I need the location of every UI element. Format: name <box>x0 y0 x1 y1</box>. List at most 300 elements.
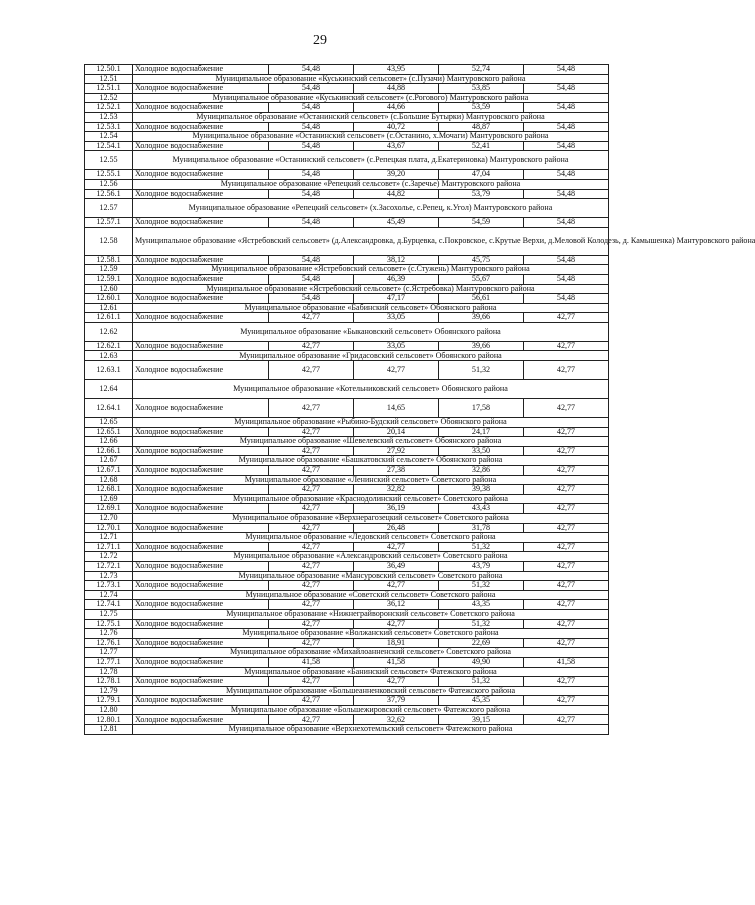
section-row <box>85 227 609 255</box>
tariff-value-1: 42,77 <box>269 504 354 514</box>
tariff-value-4: 41,58 <box>524 657 609 667</box>
tariff-value-4: 42,77 <box>524 361 609 380</box>
section-row <box>85 380 609 399</box>
tariff-value-1: 42,77 <box>269 715 354 725</box>
municipality-title: Муниципальное образование «Советский сельсовет» Советского района <box>133 590 609 600</box>
table-row <box>85 466 609 476</box>
table-row <box>85 84 609 94</box>
section-row <box>85 418 609 428</box>
municipality-title: Муниципальное образование «Александровский сельсовет» Советского района <box>133 552 609 562</box>
municipality-title: Муниципальное образование «Шевелевский сельсовет» Обоянского района <box>133 437 609 447</box>
tariff-value-3: 52,74 <box>439 65 524 75</box>
tariff-value-3: 39,66 <box>439 313 524 323</box>
municipality-title: Муниципальное образование «Михайлоанненский сельсовет» Советского района <box>133 648 609 658</box>
row-number: 12.60 <box>85 284 133 294</box>
section-row <box>85 725 609 735</box>
section-row <box>85 590 609 600</box>
service-name: Холодное водоснабжение <box>133 361 269 380</box>
municipality-title: Муниципальное образование «Мансуровский сельсовет» Советского района <box>133 571 609 581</box>
tariff-value-4: 42,77 <box>524 542 609 552</box>
tariff-value-4: 54,48 <box>524 255 609 265</box>
row-number: 12.69.1 <box>85 504 133 514</box>
tariff-value-2: 42,77 <box>354 677 439 687</box>
tariff-value-1: 42,77 <box>269 561 354 571</box>
service-name: Холодное водоснабжение <box>133 294 269 304</box>
table-row <box>85 657 609 667</box>
section-row <box>85 475 609 485</box>
tariff-value-4: 42,77 <box>524 313 609 323</box>
tariff-value-3: 55,67 <box>439 274 524 284</box>
table-row <box>85 715 609 725</box>
tariff-value-4: 54,48 <box>524 218 609 228</box>
table-row <box>85 523 609 533</box>
tariff-value-1: 54,48 <box>269 255 354 265</box>
row-number: 12.52 <box>85 93 133 103</box>
section-row <box>85 112 609 122</box>
tariff-value-2: 41,58 <box>354 657 439 667</box>
tariff-value-1: 54,48 <box>269 141 354 151</box>
tariff-value-3: 24,17 <box>439 427 524 437</box>
service-name: Холодное водоснабжение <box>133 341 269 351</box>
section-row <box>85 552 609 562</box>
row-number: 12.80.1 <box>85 715 133 725</box>
tariff-value-2: 14,65 <box>354 399 439 418</box>
tariff-value-3: 49,90 <box>439 657 524 667</box>
tariff-value-1: 42,77 <box>269 619 354 629</box>
row-number: 12.70 <box>85 514 133 524</box>
tariff-value-2: 37,79 <box>354 696 439 706</box>
tariff-value-1: 42,77 <box>269 600 354 610</box>
row-number: 12.53.1 <box>85 122 133 132</box>
row-number: 12.58 <box>85 227 133 255</box>
row-number: 12.73 <box>85 571 133 581</box>
row-number: 12.58.1 <box>85 255 133 265</box>
tariff-value-4: 54,48 <box>524 294 609 304</box>
tariff-value-3: 39,66 <box>439 341 524 351</box>
tariff-value-3: 39,38 <box>439 485 524 495</box>
service-name: Холодное водоснабжение <box>133 485 269 495</box>
tariff-value-1: 42,77 <box>269 341 354 351</box>
service-name: Холодное водоснабжение <box>133 657 269 667</box>
table-row <box>85 399 609 418</box>
service-name: Холодное водоснабжение <box>133 141 269 151</box>
row-number: 12.51 <box>85 74 133 84</box>
section-row <box>85 351 609 361</box>
service-name: Холодное водоснабжение <box>133 466 269 476</box>
tariff-value-1: 42,77 <box>269 427 354 437</box>
municipality-title: Муниципальное образование «Большежировский сельсовет» Фатежского района <box>133 705 609 715</box>
table-row <box>85 65 609 75</box>
section-row <box>85 609 609 619</box>
table-row <box>85 170 609 180</box>
table-row <box>85 218 609 228</box>
tariff-value-1: 42,77 <box>269 696 354 706</box>
section-row <box>85 437 609 447</box>
tariff-value-2: 38,12 <box>354 255 439 265</box>
row-number: 12.76.1 <box>85 638 133 648</box>
section-row <box>85 322 609 341</box>
row-number: 12.67 <box>85 456 133 466</box>
tariff-value-3: 39,15 <box>439 715 524 725</box>
tariff-value-2: 42,77 <box>354 581 439 591</box>
service-name: Холодное водоснабжение <box>133 446 269 456</box>
row-number: 12.78.1 <box>85 677 133 687</box>
table-row <box>85 561 609 571</box>
row-number: 12.55 <box>85 151 133 170</box>
table-row <box>85 274 609 284</box>
row-number: 12.53 <box>85 112 133 122</box>
row-number: 12.59 <box>85 265 133 275</box>
row-number: 12.54 <box>85 132 133 142</box>
municipality-title: Муниципальное образование «Верхнехотемльский сельсовет» Фатежского района <box>133 725 609 735</box>
tariff-value-1: 42,77 <box>269 313 354 323</box>
row-number: 12.68 <box>85 475 133 485</box>
row-number: 12.64.1 <box>85 399 133 418</box>
tariff-value-1: 42,77 <box>269 638 354 648</box>
row-number: 12.66.1 <box>85 446 133 456</box>
tariff-value-4: 42,77 <box>524 677 609 687</box>
row-number: 12.56 <box>85 179 133 189</box>
row-number: 12.61 <box>85 303 133 313</box>
tariff-value-2: 44,88 <box>354 84 439 94</box>
row-number: 12.76 <box>85 629 133 639</box>
municipality-title: Муниципальное образование «Башкатовский сельсовет» Обоянского района <box>133 456 609 466</box>
tariff-value-4: 42,77 <box>524 619 609 629</box>
tariff-value-4: 54,48 <box>524 170 609 180</box>
tariff-value-2: 39,20 <box>354 170 439 180</box>
tariff-value-3: 31,78 <box>439 523 524 533</box>
service-name: Холодное водоснабжение <box>133 65 269 75</box>
table-row <box>85 446 609 456</box>
row-number: 12.72.1 <box>85 561 133 571</box>
tariff-value-4: 42,77 <box>524 446 609 456</box>
service-name: Холодное водоснабжение <box>133 561 269 571</box>
row-number: 12.79 <box>85 686 133 696</box>
service-name: Холодное водоснабжение <box>133 581 269 591</box>
tariff-value-1: 42,77 <box>269 581 354 591</box>
municipality-title: Муниципальное образование «Быкановский сельсовет» Обоянского района <box>133 322 609 341</box>
tariff-value-2: 46,39 <box>354 274 439 284</box>
tariff-value-2: 42,77 <box>354 361 439 380</box>
service-name: Холодное водоснабжение <box>133 122 269 132</box>
service-name: Холодное водоснабжение <box>133 218 269 228</box>
row-number: 12.65 <box>85 418 133 428</box>
row-number: 12.62 <box>85 322 133 341</box>
municipality-title: Муниципальное образование «Куськинский сельсовет» (с.Пузачи) Мантуровского района <box>133 74 609 84</box>
row-number: 12.70.1 <box>85 523 133 533</box>
municipality-title: Муниципальное образование «Останинский сельсовет» (с.Репецкая плата, д.Екатериновка) Мантуровского района <box>133 151 609 170</box>
tariff-value-4: 54,48 <box>524 122 609 132</box>
service-name: Холодное водоснабжение <box>133 715 269 725</box>
row-number: 12.59.1 <box>85 274 133 284</box>
service-name: Холодное водоснабжение <box>133 427 269 437</box>
row-number: 12.77.1 <box>85 657 133 667</box>
service-name: Холодное водоснабжение <box>133 619 269 629</box>
tariff-value-2: 27,92 <box>354 446 439 456</box>
tariff-value-3: 51,32 <box>439 542 524 552</box>
municipality-title: Муниципальное образование «Рыбино-Будский сельсовет» Обоянского района <box>133 418 609 428</box>
row-number: 12.81 <box>85 725 133 735</box>
tariff-value-2: 33,05 <box>354 341 439 351</box>
tariff-value-2: 36,12 <box>354 600 439 610</box>
table-row <box>85 313 609 323</box>
row-number: 12.64 <box>85 380 133 399</box>
municipality-title: Муниципальное образование «Бабинский сельсовет» Обоянского района <box>133 303 609 313</box>
row-number: 12.67.1 <box>85 466 133 476</box>
row-number: 12.69 <box>85 494 133 504</box>
section-row <box>85 265 609 275</box>
tariff-value-1: 41,58 <box>269 657 354 667</box>
service-name: Холодное водоснабжение <box>133 103 269 113</box>
row-number: 12.55.1 <box>85 170 133 180</box>
row-number: 12.77 <box>85 648 133 658</box>
tariff-value-1: 54,48 <box>269 274 354 284</box>
tariff-value-4: 54,48 <box>524 141 609 151</box>
table-row <box>85 294 609 304</box>
service-name: Холодное водоснабжение <box>133 696 269 706</box>
tariff-value-3: 53,79 <box>439 189 524 199</box>
row-number: 12.78 <box>85 667 133 677</box>
table-row <box>85 542 609 552</box>
section-row <box>85 132 609 142</box>
service-name: Холодное водоснабжение <box>133 313 269 323</box>
tariff-table-body <box>85 64 755 735</box>
municipality-title: Муниципальное образование «Куськинский сельсовет» (с.Рогового) Мантуровского района <box>133 93 609 103</box>
service-name: Холодное водоснабжение <box>133 638 269 648</box>
tariff-value-4: 42,77 <box>524 399 609 418</box>
tariff-value-4: 42,77 <box>524 638 609 648</box>
section-row <box>85 514 609 524</box>
tariff-value-2: 36,49 <box>354 561 439 571</box>
section-row <box>85 151 609 170</box>
tariff-value-2: 44,66 <box>354 103 439 113</box>
table-row <box>85 600 609 610</box>
municipality-title: Муниципальное образование «Большеанненковский сельсовет» Фатежского района <box>133 686 609 696</box>
municipality-title: Муниципальное образование «Котельниковский сельсовет» Обоянского района <box>133 380 609 399</box>
section-row <box>85 629 609 639</box>
row-number: 12.62.1 <box>85 341 133 351</box>
tariff-value-1: 42,77 <box>269 677 354 687</box>
row-number: 12.63.1 <box>85 361 133 380</box>
row-number: 12.74.1 <box>85 600 133 610</box>
section-row <box>85 74 609 84</box>
municipality-title: Муниципальное образование «Ястребовский сельсовет» (д.Александровка, д.Бурцевка, с.Покровское, с.Крутые Верхи, д.Меловой Колодезь, д. Камышенка) Мантуровского района <box>133 227 609 255</box>
table-row <box>85 122 609 132</box>
municipality-title: Муниципальное образование «Краснодолинский сельсовет» Советского района <box>133 494 609 504</box>
tariff-value-3: 43,79 <box>439 561 524 571</box>
section-row <box>85 199 609 218</box>
row-number: 12.63 <box>85 351 133 361</box>
tariff-value-3: 53,59 <box>439 103 524 113</box>
tariff-value-3: 56,61 <box>439 294 524 304</box>
table-row <box>85 189 609 199</box>
municipality-title: Муниципальное образование «Останинский сельсовет» (с.Останино, х.Мочаги) Мантуровского района <box>133 132 609 142</box>
section-row <box>85 667 609 677</box>
row-number: 12.56.1 <box>85 189 133 199</box>
tariff-value-2: 43,95 <box>354 65 439 75</box>
service-name: Холодное водоснабжение <box>133 274 269 284</box>
tariff-value-1: 42,77 <box>269 523 354 533</box>
tariff-value-2: 18,91 <box>354 638 439 648</box>
tariff-value-4: 42,77 <box>524 581 609 591</box>
row-number: 12.73.1 <box>85 581 133 591</box>
service-name: Холодное водоснабжение <box>133 677 269 687</box>
municipality-title: Муниципальное образование «Верхнерагозецкий сельсовет» Советского района <box>133 514 609 524</box>
tariff-value-4: 54,48 <box>524 274 609 284</box>
tariff-value-3: 33,50 <box>439 446 524 456</box>
tariff-value-3: 51,32 <box>439 677 524 687</box>
tariff-value-2: 36,19 <box>354 504 439 514</box>
row-number: 12.71 <box>85 533 133 543</box>
row-number: 12.52.1 <box>85 103 133 113</box>
service-name: Холодное водоснабжение <box>133 523 269 533</box>
tariff-value-3: 22,69 <box>439 638 524 648</box>
tariff-value-4: 42,77 <box>524 523 609 533</box>
tariff-value-1: 42,77 <box>269 542 354 552</box>
service-name: Холодное водоснабжение <box>133 600 269 610</box>
tariff-value-1: 54,48 <box>269 294 354 304</box>
tariff-value-4: 42,77 <box>524 341 609 351</box>
tariff-value-2: 32,62 <box>354 715 439 725</box>
tariff-value-3: 43,43 <box>439 504 524 514</box>
tariff-value-3: 45,75 <box>439 255 524 265</box>
tariff-value-3: 52,41 <box>439 141 524 151</box>
service-name: Холодное водоснабжение <box>133 504 269 514</box>
table-row <box>85 361 609 380</box>
tariff-value-4: 42,77 <box>524 715 609 725</box>
table-row <box>85 581 609 591</box>
tariff-value-2: 20,14 <box>354 427 439 437</box>
service-name: Холодное водоснабжение <box>133 399 269 418</box>
tariff-value-3: 53,85 <box>439 84 524 94</box>
tariff-value-1: 54,48 <box>269 65 354 75</box>
tariff-value-1: 42,77 <box>269 446 354 456</box>
tariff-value-3: 51,32 <box>439 619 524 629</box>
section-row <box>85 456 609 466</box>
row-number: 12.80 <box>85 705 133 715</box>
table-row <box>85 103 609 113</box>
section-row <box>85 571 609 581</box>
municipality-title: Муниципальное образование «Нижнеграйворонский сельсовет» Советского района <box>133 609 609 619</box>
row-number: 12.75.1 <box>85 619 133 629</box>
service-name: Холодное водоснабжение <box>133 542 269 552</box>
tariff-value-2: 26,48 <box>354 523 439 533</box>
row-number: 12.54.1 <box>85 141 133 151</box>
tariff-value-2: 42,77 <box>354 619 439 629</box>
table-row <box>85 485 609 495</box>
tariff-value-3: 54,59 <box>439 218 524 228</box>
municipality-title: Муниципальное образование «Банинский сельсовет» Фатежского района <box>133 667 609 677</box>
tariff-value-4: 42,77 <box>524 600 609 610</box>
tariff-table <box>84 64 755 735</box>
table-row <box>85 677 609 687</box>
table-row <box>85 341 609 351</box>
section-row <box>85 93 609 103</box>
row-number: 12.74 <box>85 590 133 600</box>
tariff-value-3: 51,32 <box>439 581 524 591</box>
tariff-value-1: 42,77 <box>269 399 354 418</box>
tariff-value-3: 45,35 <box>439 696 524 706</box>
row-number: 12.51.1 <box>85 84 133 94</box>
tariff-value-3: 43,35 <box>439 600 524 610</box>
municipality-title: Муниципальное образование «Репецкий сельсовет» (х.Засохолье, с.Репец, к.Угол) Мантуровского района <box>133 199 609 218</box>
row-number: 12.50.1 <box>85 65 133 75</box>
table-row <box>85 696 609 706</box>
service-name: Холодное водоснабжение <box>133 255 269 265</box>
municipality-title: Муниципальное образование «Ленинский сельсовет» Советского района <box>133 475 609 485</box>
tariff-value-2: 44,82 <box>354 189 439 199</box>
service-name: Холодное водоснабжение <box>133 170 269 180</box>
tariff-value-1: 42,77 <box>269 485 354 495</box>
tariff-value-2: 47,17 <box>354 294 439 304</box>
row-number: 12.68.1 <box>85 485 133 495</box>
tariff-value-3: 48,87 <box>439 122 524 132</box>
row-number: 12.72 <box>85 552 133 562</box>
tariff-value-2: 43,67 <box>354 141 439 151</box>
tariff-value-4: 54,48 <box>524 103 609 113</box>
row-number: 12.57 <box>85 199 133 218</box>
tariff-value-3: 51,32 <box>439 361 524 380</box>
row-number: 12.71.1 <box>85 542 133 552</box>
municipality-title: Муниципальное образование «Гридасовский сельсовет» Обоянского района <box>133 351 609 361</box>
tariff-value-1: 42,77 <box>269 466 354 476</box>
municipality-title: Муниципальное образование «Останинский сельсовет» (с.Большие Бутырки) Мантуровского района <box>133 112 609 122</box>
tariff-value-4: 42,77 <box>524 427 609 437</box>
tariff-value-2: 32,82 <box>354 485 439 495</box>
section-row <box>85 533 609 543</box>
row-number: 12.60.1 <box>85 294 133 304</box>
row-number: 12.66 <box>85 437 133 447</box>
row-number: 12.75 <box>85 609 133 619</box>
tariff-value-2: 27,38 <box>354 466 439 476</box>
tariff-value-2: 45,49 <box>354 218 439 228</box>
table-row <box>85 619 609 629</box>
municipality-title: Муниципальное образование «Ястребовский сельсовет» (с.Стужень) Мантуровского района <box>133 265 609 275</box>
section-row <box>85 284 609 294</box>
service-name: Холодное водоснабжение <box>133 84 269 94</box>
table-row <box>85 255 609 265</box>
tariff-value-4: 42,77 <box>524 696 609 706</box>
table-row <box>85 427 609 437</box>
municipality-title: Муниципальное образование «Ястребовский сельсовет» (с.Ястребовка) Мантуровского района <box>133 284 609 294</box>
service-name: Холодное водоснабжение <box>133 189 269 199</box>
tariff-value-2: 33,05 <box>354 313 439 323</box>
table-row <box>85 504 609 514</box>
tariff-value-1: 54,48 <box>269 103 354 113</box>
tariff-value-3: 47,04 <box>439 170 524 180</box>
row-number: 12.79.1 <box>85 696 133 706</box>
municipality-title: Муниципальное образование «Волжанский сельсовет» Советского района <box>133 629 609 639</box>
tariff-value-2: 40,72 <box>354 122 439 132</box>
municipality-title: Муниципальное образование «Репецкий сельсовет» (с.Заречье) Мантуровского района <box>133 179 609 189</box>
tariff-value-2: 42,77 <box>354 542 439 552</box>
section-row <box>85 303 609 313</box>
table-row <box>85 141 609 151</box>
tariff-value-1: 54,48 <box>269 170 354 180</box>
tariff-value-1: 54,48 <box>269 122 354 132</box>
tariff-value-4: 42,77 <box>524 466 609 476</box>
tariff-value-1: 54,48 <box>269 84 354 94</box>
section-row <box>85 686 609 696</box>
tariff-value-1: 42,77 <box>269 361 354 380</box>
tariff-value-1: 54,48 <box>269 189 354 199</box>
row-number: 12.57.1 <box>85 218 133 228</box>
page-number: 29 <box>313 33 327 48</box>
section-row <box>85 494 609 504</box>
section-row <box>85 705 609 715</box>
tariff-value-3: 17,58 <box>439 399 524 418</box>
section-row <box>85 648 609 658</box>
